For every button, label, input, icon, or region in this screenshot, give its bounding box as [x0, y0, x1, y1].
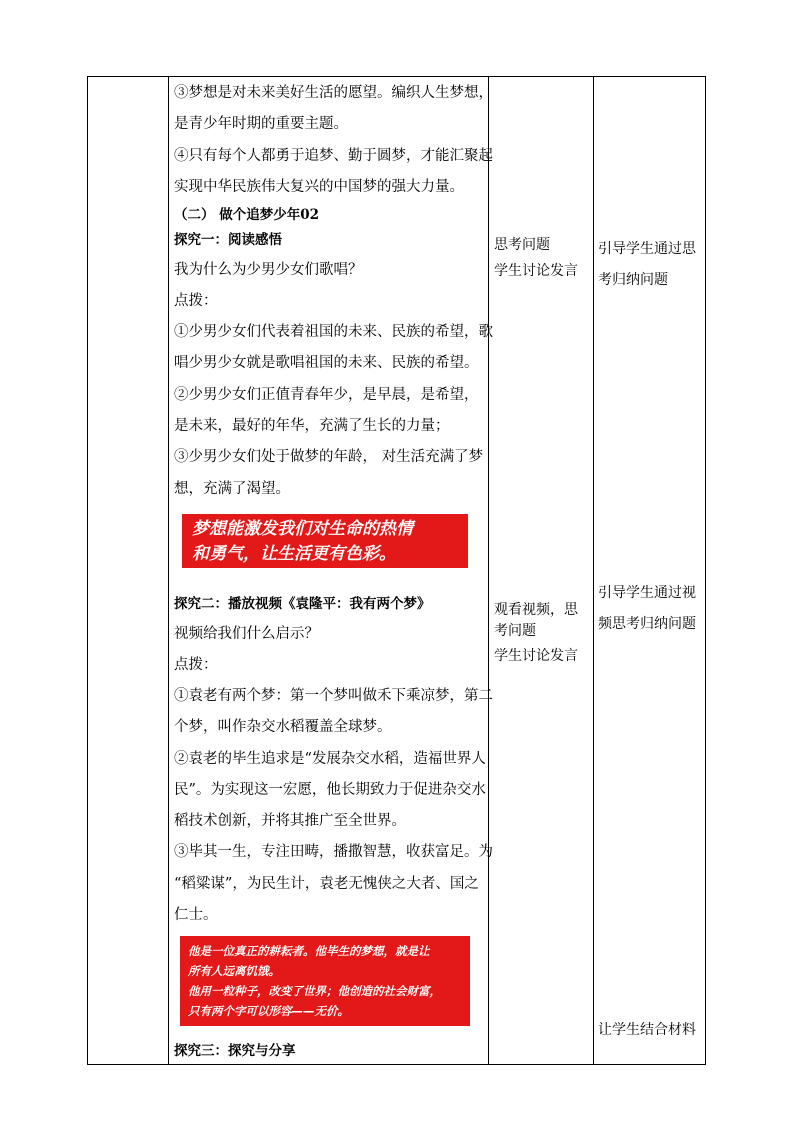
inquiry-heading: 探究三：探究与分享 [174, 1043, 296, 1059]
lesson-plan-table [87, 76, 706, 1065]
content-line: 我为什么为少男少女们歌唱？ [174, 262, 363, 278]
content-line: 是未来，最好的年华，充满了生长的力量； [174, 418, 450, 434]
activity-line: 思考问题 [494, 237, 550, 253]
intent-line: 频思考归纳问题 [598, 616, 696, 632]
intent-line: 引导学生通过思 [598, 241, 696, 257]
content-line: 点拨： [174, 657, 218, 673]
banner-line: 他用一粒种子，改变了世界；他创造的社会财富， [188, 984, 441, 998]
intent-line: 让学生结合材料 [598, 1022, 696, 1038]
column-divider [168, 77, 169, 1064]
content-line: ①少男少女们代表着祖国的未来、民族的希望，歌 [174, 324, 493, 340]
content-line: 视频给我们什么启示？ [174, 626, 319, 642]
column-divider [593, 77, 594, 1064]
content-line: ③毕其一生，专注田畴，播撒智慧，收获富足。为 [174, 844, 493, 860]
content-line: ③梦想是对未来美好生活的愿望。编织人生梦想， [174, 85, 493, 101]
content-line: ②袁老的毕生追求是“发展杂交水稻，造福世界人 [174, 751, 486, 767]
content-line: ①袁老有两个梦：第一个梦叫做禾下乘凉梦，第二 [174, 688, 493, 704]
banner-line: 所有人远离饥饿。 [188, 964, 280, 978]
content-line: 点拨： [174, 293, 218, 309]
activity-line: 学生讨论发言 [494, 263, 578, 279]
section-heading: （二） 做个追梦少年02 [174, 207, 319, 223]
inquiry-heading: 探究一：阅读感悟 [174, 232, 282, 248]
content-line: 个梦，叫作杂交水稻覆盖全球梦。 [174, 719, 392, 735]
activity-line: 考问题 [494, 623, 536, 639]
content-line: 是青少年时期的重要主题。 [174, 116, 348, 132]
content-line: 实现中华民族伟大复兴的中国梦的强大力量。 [174, 179, 464, 195]
content-line: 民”。为实现这一宏愿，他长期致力于促进杂交水 [174, 782, 486, 798]
column-divider [488, 77, 489, 1064]
content-line: ③少男少女们处于做梦的年龄， 对生活充满了梦 [174, 449, 484, 465]
banner-line: 只有两个字可以形容——无价。 [188, 1004, 349, 1018]
red-quote-banner [182, 514, 468, 568]
intent-line: 引导学生通过视 [598, 585, 696, 601]
inquiry-heading: 探究二：播放视频《袁隆平：我有两个梦》 [174, 596, 431, 612]
intent-line: 考归纳问题 [598, 272, 668, 288]
red-quote-banner [180, 936, 470, 1026]
content-line: 想，充满了渴望。 [174, 481, 290, 497]
activity-line: 学生讨论发言 [494, 648, 578, 664]
content-line: 唱少男少女就是歌唱祖国的未来、民族的希望。 [174, 355, 479, 371]
banner-line: 梦想能激发我们对生命的热情 [192, 519, 413, 539]
content-line: ②少男少女们正值青春年少，是早晨，是希望， [174, 387, 479, 403]
activity-line: 观看视频，思 [494, 602, 578, 618]
banner-line: 和勇气，让生活更有色彩。 [192, 544, 396, 564]
banner-line: 他是一位真正的耕耘者。他毕生的梦想，就是让 [188, 944, 430, 958]
content-line: ④只有每个人都勇于追梦、勤于圆梦，才能汇聚起 [174, 148, 493, 164]
content-line: “稻粱谋”，为民生计，袁老无愧侠之大者、国之 [174, 876, 479, 892]
content-line: 仁士。 [174, 907, 218, 923]
content-line: 稻技术创新，并将其推广至全世界。 [174, 813, 406, 829]
